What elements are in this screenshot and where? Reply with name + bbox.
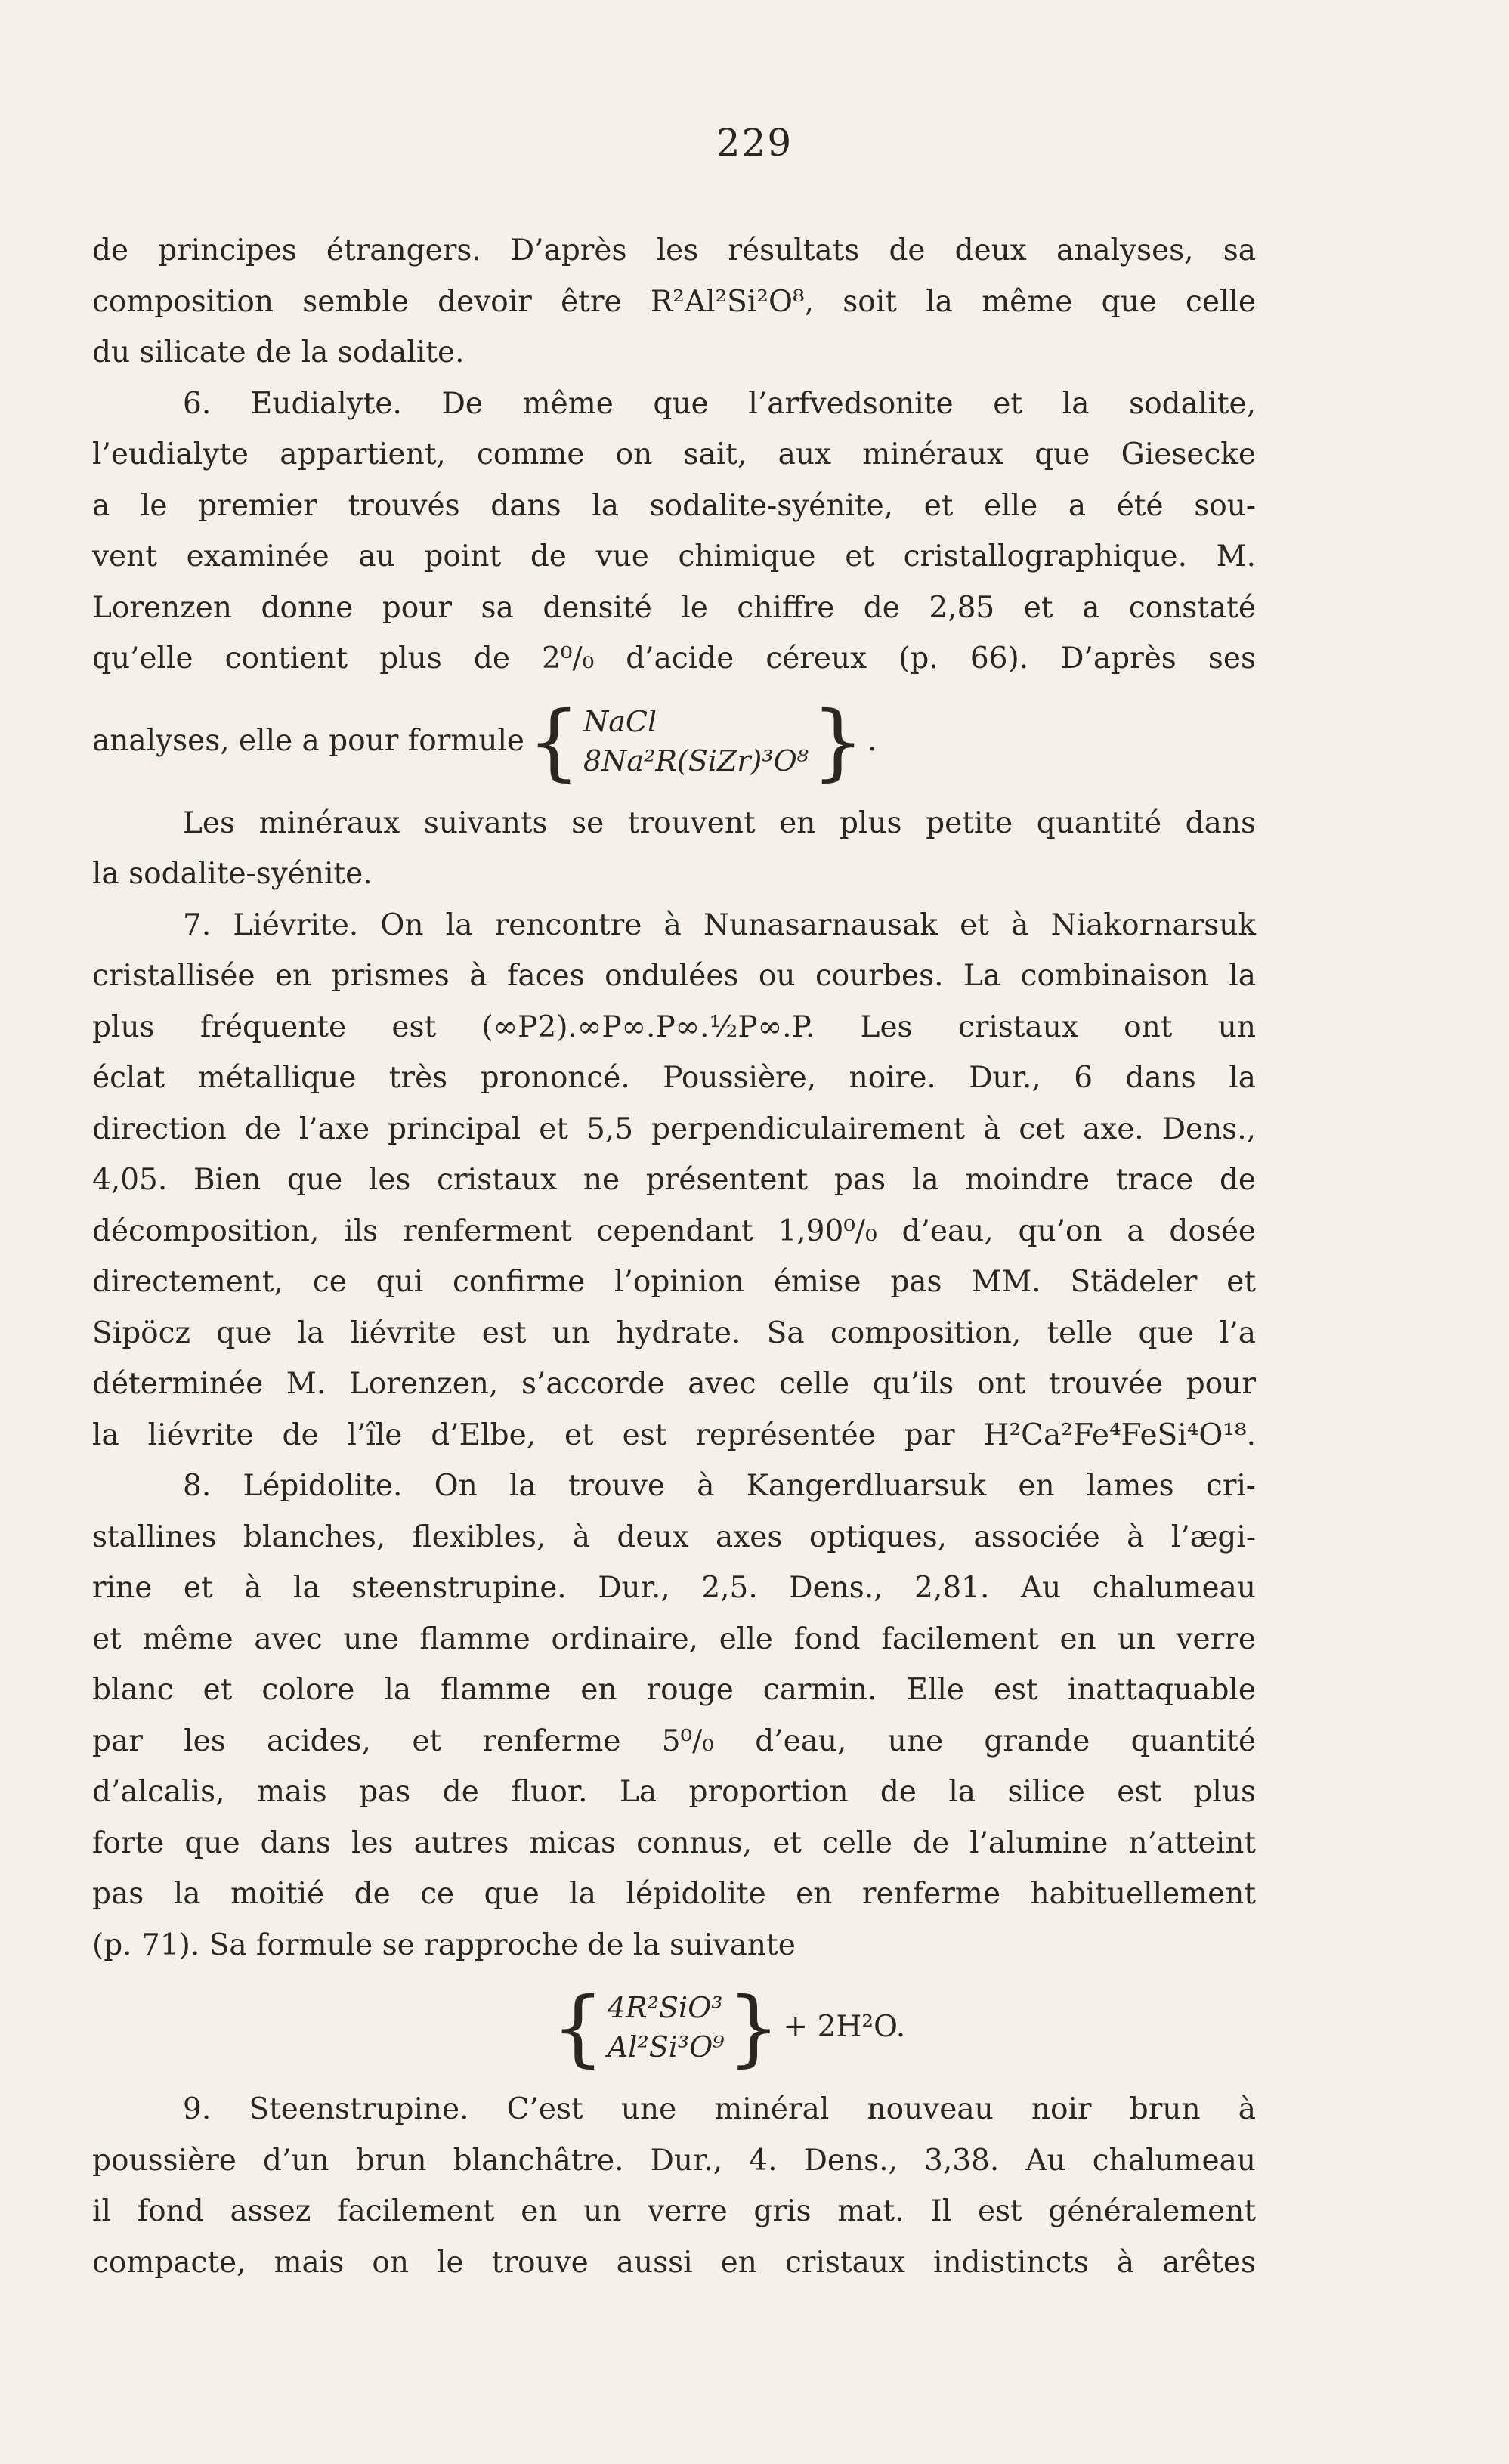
- text-line: Sipöcz que la liévrite est un hydrate. Sa composition, telle que l’a: [92, 1315, 1256, 1350]
- eudialyte-formula-line: [92, 685, 1256, 798]
- text-line: la liévrite de l’île d’Elbe, et est représentée par H²Ca²Fe⁴FeSi⁴O¹⁸.: [92, 1417, 1256, 1452]
- text-line: a le premier trouvés dans la sodalite-syénite, et elle a été sou-: [92, 488, 1256, 523]
- formula-top: 4R²SiO³: [607, 1991, 723, 2024]
- text-line: directement, ce qui confirme l’opinion émise pas MM. Städeler et: [92, 1265, 1256, 1299]
- text-line: éclat métallique très prononcé. Poussière, noire. Dur., 6 dans la: [92, 1061, 1256, 1095]
- text-line: poussière d’un brun blanchâtre. Dur., 4. Dens., 3,38. Au chalumeau: [92, 2143, 1256, 2178]
- text-line: direction de l’axe principal et 5,5 perpendiculairement à cet axe. Dens.,: [92, 1111, 1256, 1146]
- formula-suffix: + 2H²O.: [783, 2010, 906, 2045]
- text-line: 9. Steenstrupine. C’est une minéral nouveau noir brun à: [183, 2092, 1256, 2126]
- text-line: la sodalite-syénite.: [92, 857, 373, 891]
- text-line: compacte, mais on le trouve aussi en cristaux indistincts à arêtes: [92, 2245, 1256, 2280]
- formula-prefix: analyses, elle a pour formule: [92, 723, 524, 758]
- formula-bottom: Al²Si³O⁹: [607, 2030, 725, 2064]
- text-line: du silicate de la sodalite.: [92, 335, 465, 369]
- right-brace: }: [811, 692, 864, 790]
- eudialyte-formula: [583, 702, 809, 781]
- text-line: l’eudialyte appartient, comme on sait, aux minéraux que Giesecke: [92, 437, 1256, 471]
- text-line: pas la moitié de ce que la lépidolite en renferme habituellement: [92, 1877, 1256, 1911]
- left-brace: {: [527, 692, 580, 790]
- text-line: vent examinée au point de vue chimique et cristallographique. M.: [92, 539, 1256, 573]
- right-brace: }: [727, 1979, 781, 2076]
- text-line: de principes étrangers. D’après les résultats de deux analyses, sa: [92, 233, 1256, 267]
- formula-suffix: .: [867, 723, 877, 758]
- text-line: déterminée M. Lorenzen, s’accorde avec celle qu’ils ont trouvée pour: [92, 1367, 1256, 1401]
- left-brace: {: [551, 1979, 605, 2076]
- body-text: [92, 225, 1256, 2288]
- text-line: d’alcalis, mais pas de fluor. La proportion de la silice est plus: [92, 1775, 1256, 1809]
- page-number: 229: [716, 121, 793, 165]
- text-line: décomposition, ils renferment cependant 1,90⁰/₀ d’eau, qu’on a dosée: [92, 1213, 1256, 1248]
- formula-bottom: 8Na²R(SiZr)³O⁸: [583, 744, 809, 778]
- text-line: 8. Lépidolite. On la trouve à Kangerdluarsuk en lames cri-: [183, 1469, 1256, 1503]
- text-line: 7. Liévrite. On la rencontre à Nunasarnausak et à Niakornarsuk: [183, 907, 1256, 942]
- text-line: rine et à la steenstrupine. Dur., 2,5. Dens., 2,81. Au chalumeau: [92, 1571, 1256, 1605]
- text-line: par les acides, et renferme 5⁰/₀ d’eau, une grande quantité: [92, 1724, 1256, 1758]
- text-line: cristallisée en prismes à faces ondulées ou courbes. La combinaison la: [92, 959, 1256, 993]
- text-line: 6. Eudialyte. De même que l’arfvedsonite et la sodalite,: [183, 386, 1256, 421]
- text-line: plus fréquente est (∞P2).∞P∞.P∞.½P∞.P. Les cristaux ont un: [92, 1009, 1256, 1044]
- text-line: forte que dans les autres micas connus, et celle de l’alumine n’atteint: [92, 1826, 1256, 1860]
- text-line: (p. 71). Sa formule se rapproche de la suivante: [92, 1928, 796, 1962]
- formula-top: NaCl: [583, 704, 657, 738]
- text-line: 4,05. Bien que les cristaux ne présentent pas la moindre trace de: [92, 1163, 1256, 1197]
- text-line: il fond assez facilement en un verre gris mat. Il est généralement: [92, 2194, 1256, 2228]
- text-line: Les minéraux suivants se trouvent en plus petite quantité dans: [183, 805, 1256, 840]
- text-line: qu’elle contient plus de 2⁰/₀ d’acide céreux (p. 66). D’après ses: [92, 642, 1256, 676]
- lepidolite-formula: [608, 1988, 725, 2067]
- text-line: et même avec une flamme ordinaire, elle fond facilement en un verre: [92, 1622, 1256, 1656]
- lepidolite-formula-line: [92, 1971, 1256, 2084]
- text-line: stallines blanches, flexibles, à deux axes optiques, associée à l’ægi-: [92, 1520, 1256, 1554]
- text-line: Lorenzen donne pour sa densité le chiffre de 2,85 et a constaté: [92, 590, 1256, 625]
- text-line: composition semble devoir être R²Al²Si²O⁸, soit la même que celle: [92, 284, 1256, 319]
- text-line: blanc et colore la flamme en rouge carmin. Elle est inattaquable: [92, 1673, 1256, 1707]
